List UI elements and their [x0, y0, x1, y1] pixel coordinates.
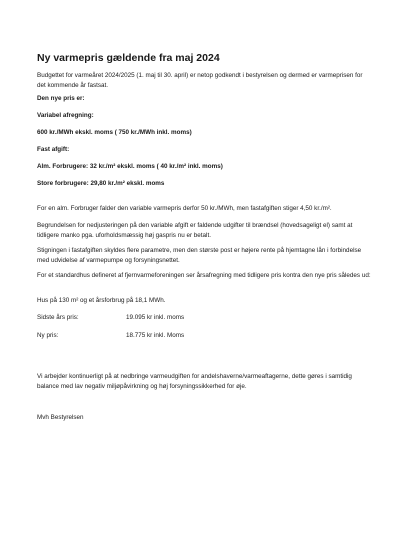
variable-reason-paragraph: Begrundelsen for nedjusteringen på den variable afgift er faldende udgifter til brændsel (hovedsageligt el) samt at tidligere manko pga. uforholdsmæssig høj gaspris nu er betalt. — [37, 222, 353, 239]
page-title: Ny varmepris gældende fra maj 2024 — [37, 52, 220, 64]
price-change-paragraph: For en alm. Forbruger falder den variable varmepris derfor 50 kr./MWh, men fastafgiften stiger 4,50 kr./m². — [37, 205, 332, 212]
last-year-value: 19.095 kr inkl. moms — [126, 314, 185, 321]
signature: Mvh Bestyrelsen — [37, 414, 84, 421]
intro-paragraph: Budgettet for varmeåret 2024/2025 (1. maj til 30. april) er netop godkendt i bestyrelsen og dermed er varmeprisen for det kommende år fastsat. — [37, 72, 363, 89]
closing-paragraph: Vi arbejder kontinuerligt på at nedbringe varmeudgiften for andelshaverne/varmeaftagerne, dette gøres i samtidig balance med lav negativ miljøpåvirkning og høj forsyningssikkerhed for øje. — [37, 373, 352, 390]
new-price-label: Ny pris: — [37, 332, 59, 339]
variable-heading: Variabel afregning: — [37, 112, 94, 119]
last-year-label: Sidste års pris: — [37, 314, 79, 321]
fixed-heading: Fast afgift: — [37, 146, 70, 153]
new-price-heading: Den nye pris er: — [37, 95, 85, 102]
fixed-large-price: Store forbrugere: 29,80 kr./m² ekskl. moms — [37, 180, 165, 187]
new-price-row — [37, 331, 185, 341]
house-spec: Hus på 130 m² og et årsforbrug på 18,1 MWh. — [37, 297, 166, 304]
variable-price: 600 kr./MWh ekskl. moms ( 750 kr./MWh inkl. moms) — [37, 129, 192, 136]
last-year-price-row — [37, 313, 185, 323]
standard-house-paragraph: For et standardhus defineret af fjernvarmeforeningen ser årsafregning med tidligere pris kontra den nye pris således ud: — [37, 272, 371, 279]
fixed-reason-paragraph: Stigningen i fastafgiften skyldes flere parametre, men den største post er højere rente på hjemtagne lån i forbindelse med udvidelse af varmepumpe og forsyningsnettet. — [37, 247, 362, 264]
new-price-value: 18.775 kr inkl. Moms — [126, 332, 185, 339]
fixed-general-price: Alm. Forbrugere: 32 kr./m² ekskl. moms ( 40 kr./m² inkl. moms) — [37, 163, 223, 170]
